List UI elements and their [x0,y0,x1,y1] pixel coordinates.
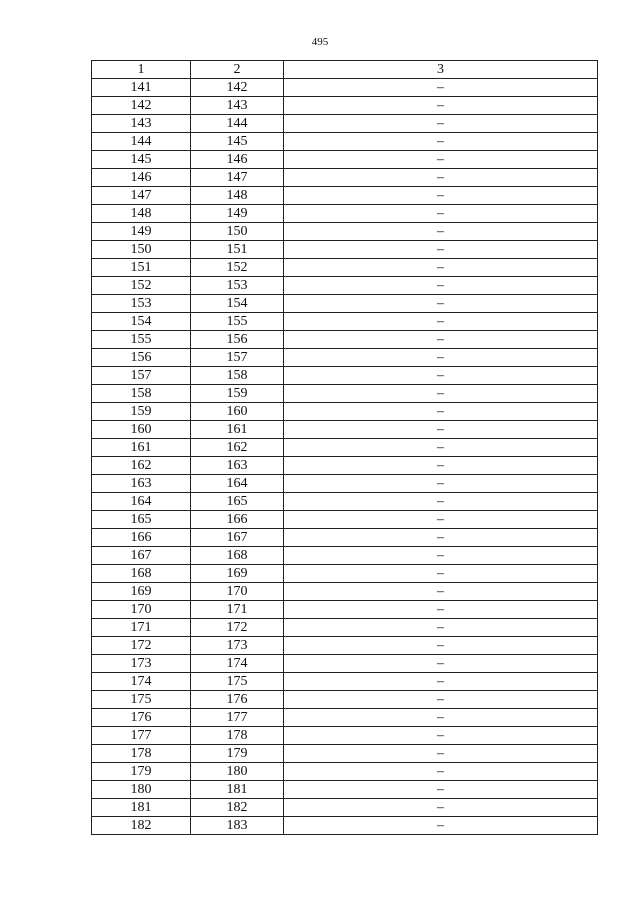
table-row [92,529,598,547]
table-cell-col-3: – [284,457,598,475]
table-cell-col-3: – [284,511,598,529]
table-row [92,781,598,799]
table-cell-col-3: – [284,475,598,493]
table-row [92,727,598,745]
table-cell-col-3: – [284,799,598,817]
table-cell-col-1: 154 [92,313,191,331]
table-row [92,763,598,781]
header-cell-2: 2 [191,61,284,79]
table-row [92,475,598,493]
data-table [91,60,598,835]
table-cell-col-3: – [284,403,598,421]
table-cell-col-2: 175 [191,673,284,691]
table-row [92,403,598,421]
table-cell-col-2: 181 [191,781,284,799]
table-cell-col-3: – [284,223,598,241]
table-cell-col-2: 151 [191,241,284,259]
table-cell-col-3: – [284,367,598,385]
table-cell-col-3: – [284,745,598,763]
table-row [92,313,598,331]
table-cell-col-1: 141 [92,79,191,97]
table-cell-col-3: – [284,601,598,619]
table-row [92,691,598,709]
table-cell-col-1: 179 [92,763,191,781]
table-cell-col-2: 152 [191,259,284,277]
table-cell-col-2: 178 [191,727,284,745]
table-cell-col-1: 173 [92,655,191,673]
table-row [92,79,598,97]
table-cell-col-1: 163 [92,475,191,493]
table-row [92,151,598,169]
table-cell-col-1: 148 [92,205,191,223]
table-cell-col-1: 181 [92,799,191,817]
table-row [92,367,598,385]
table-row [92,97,598,115]
table-body [92,79,598,835]
table-cell-col-2: 153 [191,277,284,295]
table-cell-col-3: – [284,583,598,601]
table-cell-col-1: 156 [92,349,191,367]
table-cell-col-1: 178 [92,745,191,763]
table-row [92,241,598,259]
table-cell-col-2: 143 [191,97,284,115]
table-cell-col-1: 147 [92,187,191,205]
table-cell-col-3: – [284,349,598,367]
table-row [92,439,598,457]
table-cell-col-3: – [284,115,598,133]
table-row [92,115,598,133]
table-cell-col-3: – [284,709,598,727]
table-cell-col-2: 172 [191,619,284,637]
table-cell-col-2: 145 [191,133,284,151]
table-cell-col-2: 167 [191,529,284,547]
table-row [92,619,598,637]
table-cell-col-2: 170 [191,583,284,601]
table-cell-col-3: – [284,331,598,349]
table-cell-col-3: – [284,133,598,151]
table-cell-col-3: – [284,385,598,403]
table-cell-col-2: 169 [191,565,284,583]
table-row [92,331,598,349]
table-row [92,799,598,817]
table-cell-col-1: 149 [92,223,191,241]
table-cell-col-3: – [284,637,598,655]
table-cell-col-2: 160 [191,403,284,421]
table-cell-col-1: 175 [92,691,191,709]
table-cell-col-1: 180 [92,781,191,799]
table-cell-col-3: – [284,421,598,439]
table-cell-col-3: – [284,817,598,835]
table-cell-col-2: 180 [191,763,284,781]
table-cell-col-2: 158 [191,367,284,385]
table-cell-col-3: – [284,313,598,331]
table-cell-col-2: 177 [191,709,284,727]
table-cell-col-3: – [284,673,598,691]
table-row [92,187,598,205]
table-cell-col-3: – [284,493,598,511]
table-row [92,385,598,403]
table-cell-col-3: – [284,97,598,115]
table-cell-col-1: 160 [92,421,191,439]
table-cell-col-1: 151 [92,259,191,277]
table-cell-col-3: – [284,655,598,673]
table-cell-col-3: – [284,547,598,565]
table-cell-col-2: 154 [191,295,284,313]
table-cell-col-3: – [284,565,598,583]
table-row [92,583,598,601]
table-cell-col-2: 174 [191,655,284,673]
table-row [92,655,598,673]
table-cell-col-1: 159 [92,403,191,421]
table-cell-col-2: 146 [191,151,284,169]
table-cell-col-1: 142 [92,97,191,115]
table-cell-col-2: 165 [191,493,284,511]
table-cell-col-3: – [284,691,598,709]
table-cell-col-2: 168 [191,547,284,565]
table-cell-col-2: 163 [191,457,284,475]
table-cell-col-3: – [284,151,598,169]
table-cell-col-1: 162 [92,457,191,475]
table-row [92,277,598,295]
table-cell-col-1: 161 [92,439,191,457]
table-row [92,565,598,583]
table-cell-col-2: 150 [191,223,284,241]
table-cell-col-3: – [284,259,598,277]
table-cell-col-1: 172 [92,637,191,655]
table-cell-col-3: – [284,763,598,781]
table-cell-col-1: 167 [92,547,191,565]
table-cell-col-1: 146 [92,169,191,187]
table-cell-col-1: 169 [92,583,191,601]
table-cell-col-2: 161 [191,421,284,439]
table-row [92,547,598,565]
table-cell-col-3: – [284,619,598,637]
table-cell-col-1: 152 [92,277,191,295]
table-cell-col-2: 142 [191,79,284,97]
table-cell-col-2: 144 [191,115,284,133]
table-cell-col-3: – [284,205,598,223]
table-cell-col-2: 164 [191,475,284,493]
table-cell-col-1: 164 [92,493,191,511]
table-row [92,349,598,367]
table-row [92,745,598,763]
table-row [92,421,598,439]
table-cell-col-2: 166 [191,511,284,529]
table-cell-col-3: – [284,79,598,97]
table-cell-col-3: – [284,187,598,205]
table-cell-col-1: 165 [92,511,191,529]
header-row [92,61,598,79]
table-cell-col-1: 155 [92,331,191,349]
table-cell-col-3: – [284,439,598,457]
table-row [92,259,598,277]
table-cell-col-1: 150 [92,241,191,259]
table-cell-col-1: 168 [92,565,191,583]
table-cell-col-2: 149 [191,205,284,223]
table-cell-col-2: 176 [191,691,284,709]
table-cell-col-1: 177 [92,727,191,745]
table-cell-col-1: 166 [92,529,191,547]
table-cell-col-3: – [284,781,598,799]
table-cell-col-3: – [284,529,598,547]
table-cell-col-2: 173 [191,637,284,655]
table-row [92,223,598,241]
table-cell-col-1: 145 [92,151,191,169]
table-cell-col-1: 171 [92,619,191,637]
table-cell-col-1: 176 [92,709,191,727]
table-cell-col-1: 144 [92,133,191,151]
table-row [92,493,598,511]
table-row [92,295,598,313]
table-cell-col-2: 148 [191,187,284,205]
table-cell-col-2: 171 [191,601,284,619]
table-cell-col-2: 179 [191,745,284,763]
table-cell-col-1: 157 [92,367,191,385]
table-cell-col-2: 156 [191,331,284,349]
header-cell-3: 3 [284,61,598,79]
table-cell-col-2: 162 [191,439,284,457]
table-cell-col-2: 147 [191,169,284,187]
table-cell-col-2: 155 [191,313,284,331]
table-row [92,601,598,619]
table-header [92,61,598,79]
table-row [92,511,598,529]
table-cell-col-1: 170 [92,601,191,619]
table-cell-col-3: – [284,241,598,259]
table-row [92,817,598,835]
table-cell-col-2: 182 [191,799,284,817]
table-row [92,637,598,655]
table-cell-col-3: – [284,295,598,313]
table-row [92,169,598,187]
table-row [92,205,598,223]
table-row [92,133,598,151]
header-cell-1: 1 [92,61,191,79]
table-cell-col-1: 182 [92,817,191,835]
table-cell-col-2: 183 [191,817,284,835]
table-row [92,673,598,691]
table-cell-col-3: – [284,277,598,295]
table-cell-col-3: – [284,727,598,745]
table-row [92,457,598,475]
table-cell-col-3: – [284,169,598,187]
table-cell-col-1: 143 [92,115,191,133]
table-cell-col-2: 159 [191,385,284,403]
table-cell-col-1: 153 [92,295,191,313]
page-number: 495 [311,36,329,48]
table-cell-col-1: 158 [92,385,191,403]
table-cell-col-2: 157 [191,349,284,367]
table-row [92,709,598,727]
table-cell-col-1: 174 [92,673,191,691]
